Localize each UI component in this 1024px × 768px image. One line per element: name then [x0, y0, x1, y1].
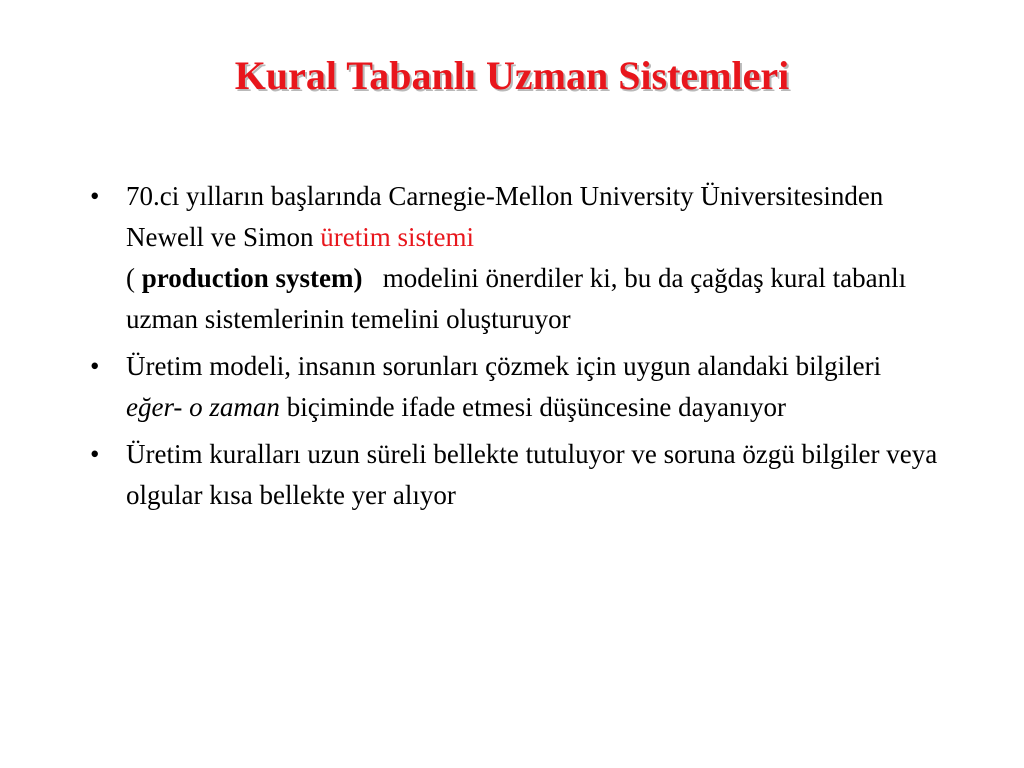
bullet-1-english-term: production system) [141, 263, 363, 293]
bullet-1-text: 70.ci yılların başlarında Carnegie-Mellon University Üniversitesinden Newell ve Simon [126, 181, 884, 252]
bullet-1-paren-open: ( [126, 263, 142, 293]
bullet-list [82, 176, 942, 522]
bullet-1-highlight-term: üretim sistemi [320, 222, 474, 252]
bullet-2-text: Üretim modeli, insanın sorunları çözmek için uygun alandaki bilgileri [126, 351, 882, 381]
bullet-3-text: Üretim kuralları uzun süreli bellekte tutuluyor ve soruna özgü bilgiler veya olgular kısa bellekte yer alıyor [126, 439, 938, 510]
slide-title: Kural Tabanlı Uzman Sistemleri [234, 53, 790, 98]
bullet-item-2 [82, 346, 942, 428]
bullet-item-1 [82, 176, 942, 340]
bullet-dot-icon: • [90, 351, 100, 381]
bullet-item-3 [82, 434, 942, 516]
bullet-dot-icon: • [90, 181, 100, 211]
bullet-dot-icon: • [90, 439, 100, 469]
bullet-2-text-end: biçiminde ifade etmesi düşüncesine dayanıyor [279, 392, 787, 422]
bullet-1-text-end: modelini önerdiler ki, bu da çağdaş kural tabanlı uzman sistemlerinin temelini oluşturuyor [126, 263, 913, 334]
bullet-2-italic-term: eğer- o zaman [126, 392, 280, 422]
